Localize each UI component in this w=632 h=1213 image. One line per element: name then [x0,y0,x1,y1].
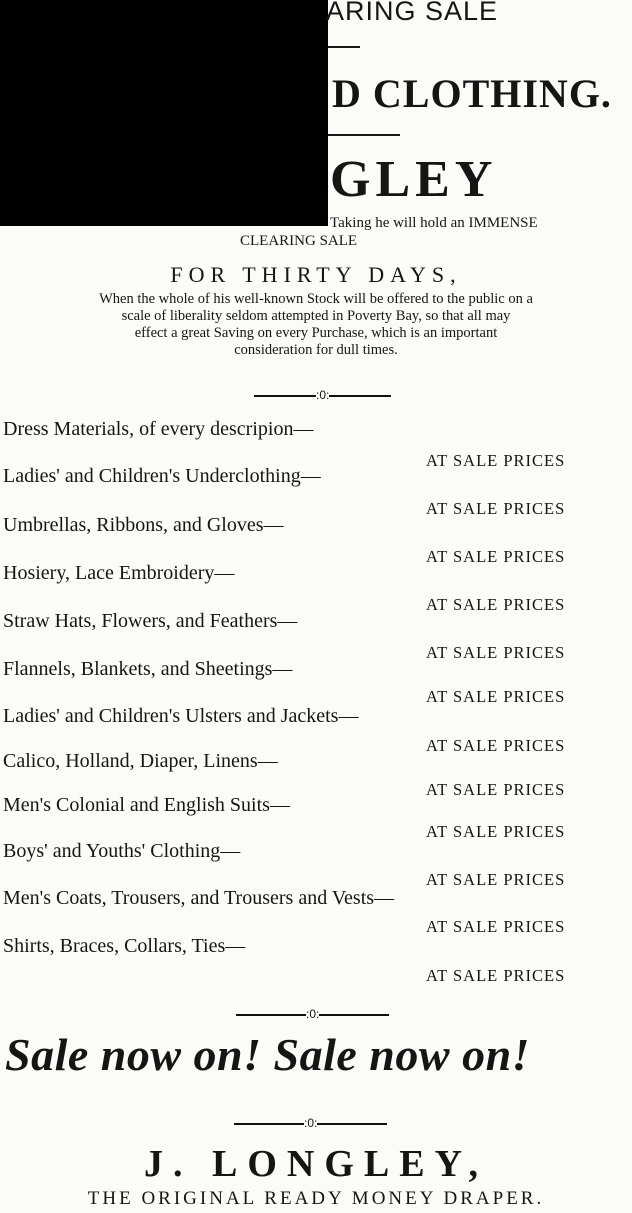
clearing-sale-text: CLEARING SALE [240,233,358,249]
price-label: AT SALE PRICES [426,966,566,985]
price-label: AT SALE PRICES [426,736,566,755]
price-label: AT SALE PRICES [426,643,566,662]
intro-line: effect a great Saving on every Purchase, which is an important [134,325,498,341]
ornament-divider: :0: [234,1116,387,1130]
intro-line: scale of liberality seldom attempted in Poverty Bay, so that all may [121,308,511,324]
header-line-3: GLEY [330,151,498,208]
price-label: AT SALE PRICES [426,547,566,566]
list-item: Men's Coats, Trousers, and Trousers and Vests— [3,887,395,909]
list-item: Flannels, Blankets, and Sheetings— [3,658,293,680]
sale-banner: Sale now on! Sale now on! [5,1029,531,1080]
price-label: AT SALE PRICES [426,917,566,936]
header-line-1: ARING SALE [326,0,499,26]
list-item: Shirts, Braces, Collars, Ties— [3,935,246,957]
price-label: AT SALE PRICES [426,687,566,706]
ornament-divider: :0: [254,388,391,402]
price-label: AT SALE PRICES [426,451,566,470]
header-rule-1 [328,46,360,48]
intro-line: consideration for dull times. [234,342,398,358]
list-item: Ladies' and Children's Ulsters and Jackets— [3,705,359,727]
list-item: Ladies' and Children's Underclothing— [3,465,321,487]
list-item: Straw Hats, Flowers, and Feathers— [3,610,298,632]
header-line-2: D CLOTHING. [332,71,612,116]
price-label: AT SALE PRICES [426,822,566,841]
price-label: AT SALE PRICES [426,595,566,614]
ornament-divider: :0: [236,1007,389,1021]
merchant-tagline: THE ORIGINAL READY MONEY DRAPER. [87,1188,545,1209]
list-item: Hosiery, Lace Embroidery— [3,562,235,584]
taking-text: Taking he will hold an IMMENSE [330,215,538,231]
header-rule-2 [328,134,400,136]
for-thirty-days: FOR THIRTY DAYS, [170,262,462,287]
list-item: Dress Materials, of every descripion— [3,418,314,440]
price-label: AT SALE PRICES [426,499,566,518]
list-item: Umbrellas, Ribbons, and Gloves— [3,514,284,536]
list-item: Calico, Holland, Diaper, Linens— [3,750,278,772]
redacted-block [0,0,328,226]
price-label: AT SALE PRICES [426,780,566,799]
merchant-name: J. LONGLEY, [143,1143,489,1185]
intro-line: When the whole of his well-known Stock will be offered to the public on a [99,291,533,307]
list-item: Men's Colonial and English Suits— [3,794,290,816]
list-item: Boys' and Youths' Clothing— [3,840,241,862]
price-label: AT SALE PRICES [426,870,566,889]
intro-paragraph [0,291,632,359]
